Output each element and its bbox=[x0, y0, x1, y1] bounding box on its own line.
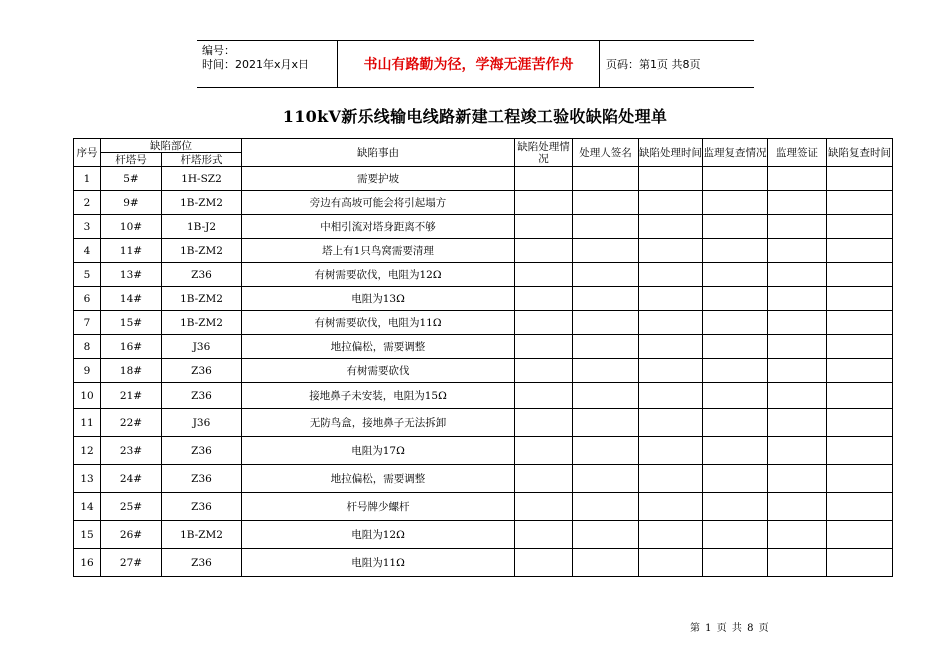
handler-sign-cell bbox=[573, 437, 639, 465]
handling-cell bbox=[515, 215, 573, 239]
review-time-cell bbox=[827, 409, 893, 437]
tower-type-cell: 1B-ZM2 bbox=[162, 239, 242, 263]
motto: 书山有路勤为径，学海无涯苦作舟 bbox=[337, 41, 600, 87]
tower-type-cell: 1B-J2 bbox=[162, 215, 242, 239]
header-handler-sign: 处理人签名 bbox=[573, 139, 639, 167]
tower-type-cell: Z36 bbox=[162, 263, 242, 287]
supervision-sign-cell bbox=[768, 263, 827, 287]
handler-sign-cell bbox=[573, 335, 639, 359]
review-time-cell bbox=[827, 191, 893, 215]
supervision-review-cell bbox=[703, 409, 768, 437]
reason-cell: 旁边有高坡可能会将引起塌方 bbox=[242, 191, 515, 215]
supervision-sign-cell bbox=[768, 383, 827, 409]
table-row bbox=[74, 409, 893, 437]
tower-no-cell: 13# bbox=[101, 263, 162, 287]
review-time-cell bbox=[827, 215, 893, 239]
table-row bbox=[74, 191, 893, 215]
supervision-sign-cell bbox=[768, 493, 827, 521]
supervision-sign-cell bbox=[768, 465, 827, 493]
tower-type-cell: 1H-SZ2 bbox=[162, 167, 242, 191]
tower-type-cell: 1B-ZM2 bbox=[162, 521, 242, 549]
table-row bbox=[74, 335, 893, 359]
table-row bbox=[74, 311, 893, 335]
review-time-cell bbox=[827, 335, 893, 359]
seq-cell: 16 bbox=[74, 549, 101, 577]
handler-sign-cell bbox=[573, 549, 639, 577]
handling-time-cell bbox=[639, 493, 703, 521]
handling-time-cell bbox=[639, 263, 703, 287]
supervision-sign-cell bbox=[768, 437, 827, 465]
handling-time-cell bbox=[639, 465, 703, 493]
tower-no-cell: 14# bbox=[101, 287, 162, 311]
header-supervision-review: 监理复查情况 bbox=[703, 139, 768, 167]
tower-no-cell: 25# bbox=[101, 493, 162, 521]
page-indicator: 页码：第1页 共8页 bbox=[606, 58, 701, 71]
supervision-sign-cell bbox=[768, 215, 827, 239]
defect-table bbox=[73, 138, 893, 577]
tower-type-cell: Z36 bbox=[162, 437, 242, 465]
reason-cell: 地拉偏松，需要调整 bbox=[242, 465, 515, 493]
supervision-review-cell bbox=[703, 335, 768, 359]
handling-cell bbox=[515, 239, 573, 263]
supervision-sign-cell bbox=[768, 311, 827, 335]
seq-cell: 6 bbox=[74, 287, 101, 311]
handling-cell bbox=[515, 521, 573, 549]
supervision-review-cell bbox=[703, 521, 768, 549]
document-title: 110kV新乐线输电线路新建工程竣工验收缺陷处理单 bbox=[282, 107, 668, 126]
reason-cell: 杆号牌少螺杆 bbox=[242, 493, 515, 521]
seq-cell: 5 bbox=[74, 263, 101, 287]
reason-cell: 有树需要砍伐，电阻为12Ω bbox=[242, 263, 515, 287]
handling-time-cell bbox=[639, 215, 703, 239]
tower-no-cell: 11# bbox=[101, 239, 162, 263]
supervision-review-cell bbox=[703, 287, 768, 311]
tower-no-cell: 10# bbox=[101, 215, 162, 239]
supervision-sign-cell bbox=[768, 359, 827, 383]
serial-label: 编号： bbox=[202, 44, 235, 57]
supervision-review-cell bbox=[703, 215, 768, 239]
reason-cell: 有树需要砍伐 bbox=[242, 359, 515, 383]
handling-time-cell bbox=[639, 437, 703, 465]
header-meta bbox=[197, 41, 337, 87]
supervision-review-cell bbox=[703, 263, 768, 287]
supervision-review-cell bbox=[703, 167, 768, 191]
handler-sign-cell bbox=[573, 287, 639, 311]
review-time-cell bbox=[827, 359, 893, 383]
reason-cell: 接地鼻子未安装，电阻为15Ω bbox=[242, 383, 515, 409]
handler-sign-cell bbox=[573, 191, 639, 215]
supervision-sign-cell bbox=[768, 191, 827, 215]
seq-cell: 10 bbox=[74, 383, 101, 409]
handling-cell bbox=[515, 549, 573, 577]
review-time-cell bbox=[827, 493, 893, 521]
tower-no-cell: 23# bbox=[101, 437, 162, 465]
page-footer: 第 1 页 共 8 页 bbox=[690, 623, 770, 634]
handling-time-cell bbox=[639, 191, 703, 215]
handling-cell bbox=[515, 493, 573, 521]
handler-sign-cell bbox=[573, 215, 639, 239]
supervision-review-cell bbox=[703, 465, 768, 493]
review-time-cell bbox=[827, 287, 893, 311]
reason-cell: 有树需要砍伐，电阻为11Ω bbox=[242, 311, 515, 335]
seq-cell: 3 bbox=[74, 215, 101, 239]
tower-type-cell: Z36 bbox=[162, 359, 242, 383]
tower-type-cell: Z36 bbox=[162, 465, 242, 493]
table-row bbox=[74, 437, 893, 465]
document-header bbox=[197, 40, 754, 88]
supervision-review-cell bbox=[703, 359, 768, 383]
handling-cell bbox=[515, 287, 573, 311]
handling-cell bbox=[515, 465, 573, 493]
review-time-cell bbox=[827, 465, 893, 493]
tower-type-cell: J36 bbox=[162, 335, 242, 359]
reason-cell: 无防鸟盒，接地鼻子无法拆卸 bbox=[242, 409, 515, 437]
seq-cell: 2 bbox=[74, 191, 101, 215]
supervision-review-cell bbox=[703, 549, 768, 577]
handler-sign-cell bbox=[573, 493, 639, 521]
handling-time-cell bbox=[639, 167, 703, 191]
tower-type-cell: J36 bbox=[162, 409, 242, 437]
tower-no-cell: 24# bbox=[101, 465, 162, 493]
supervision-review-cell bbox=[703, 239, 768, 263]
handler-sign-cell bbox=[573, 521, 639, 549]
seq-cell: 14 bbox=[74, 493, 101, 521]
supervision-sign-cell bbox=[768, 167, 827, 191]
tower-no-cell: 22# bbox=[101, 409, 162, 437]
header-reason: 缺陷事由 bbox=[242, 139, 515, 167]
reason-cell: 电阻为11Ω bbox=[242, 549, 515, 577]
reason-cell: 塔上有1只鸟窝需要清理 bbox=[242, 239, 515, 263]
time-text: 时间：2021年x月x日 bbox=[202, 58, 310, 71]
tower-no-cell: 27# bbox=[101, 549, 162, 577]
seq-cell: 12 bbox=[74, 437, 101, 465]
table-row bbox=[74, 383, 893, 409]
handling-time-cell bbox=[639, 239, 703, 263]
header-review-time: 缺陷复查时间 bbox=[827, 139, 893, 167]
header-tower-type: 杆塔形式 bbox=[162, 153, 242, 167]
tower-type-cell: Z36 bbox=[162, 383, 242, 409]
table-row bbox=[74, 359, 893, 383]
reason-cell: 电阻为12Ω bbox=[242, 521, 515, 549]
handling-cell bbox=[515, 311, 573, 335]
tower-no-cell: 16# bbox=[101, 335, 162, 359]
supervision-review-cell bbox=[703, 311, 768, 335]
handling-time-cell bbox=[639, 311, 703, 335]
supervision-sign-cell bbox=[768, 335, 827, 359]
handler-sign-cell bbox=[573, 383, 639, 409]
supervision-review-cell bbox=[703, 493, 768, 521]
reason-cell: 电阻为17Ω bbox=[242, 437, 515, 465]
review-time-cell bbox=[827, 437, 893, 465]
review-time-cell bbox=[827, 263, 893, 287]
supervision-sign-cell bbox=[768, 521, 827, 549]
handling-cell bbox=[515, 263, 573, 287]
table-row bbox=[74, 263, 893, 287]
handling-cell bbox=[515, 167, 573, 191]
tower-no-cell: 26# bbox=[101, 521, 162, 549]
tower-no-cell: 5# bbox=[101, 167, 162, 191]
reason-cell: 中相引流对塔身距离不够 bbox=[242, 215, 515, 239]
tower-no-cell: 21# bbox=[101, 383, 162, 409]
tower-type-cell: Z36 bbox=[162, 493, 242, 521]
handler-sign-cell bbox=[573, 409, 639, 437]
supervision-sign-cell bbox=[768, 287, 827, 311]
tower-type-cell: 1B-ZM2 bbox=[162, 311, 242, 335]
tower-no-cell: 9# bbox=[101, 191, 162, 215]
handling-time-cell bbox=[639, 521, 703, 549]
supervision-sign-cell bbox=[768, 239, 827, 263]
handling-time-cell bbox=[639, 549, 703, 577]
seq-cell: 11 bbox=[74, 409, 101, 437]
review-time-cell bbox=[827, 549, 893, 577]
handling-time-cell bbox=[639, 409, 703, 437]
table-row bbox=[74, 215, 893, 239]
supervision-review-cell bbox=[703, 437, 768, 465]
header-handling: 缺陷处理情况 bbox=[515, 139, 573, 167]
review-time-cell bbox=[827, 521, 893, 549]
handling-cell bbox=[515, 437, 573, 465]
seq-cell: 9 bbox=[74, 359, 101, 383]
seq-cell: 15 bbox=[74, 521, 101, 549]
table-row bbox=[74, 549, 893, 577]
table-row bbox=[74, 167, 893, 191]
header-location: 缺陷部位 bbox=[101, 139, 242, 153]
handling-time-cell bbox=[639, 335, 703, 359]
supervision-sign-cell bbox=[768, 409, 827, 437]
review-time-cell bbox=[827, 383, 893, 409]
supervision-review-cell bbox=[703, 191, 768, 215]
handling-time-cell bbox=[639, 287, 703, 311]
handler-sign-cell bbox=[573, 311, 639, 335]
reason-cell: 地拉偏松，需要调整 bbox=[242, 335, 515, 359]
review-time-cell bbox=[827, 167, 893, 191]
seq-cell: 4 bbox=[74, 239, 101, 263]
review-time-cell bbox=[827, 311, 893, 335]
header-handling-time: 缺陷处理时间 bbox=[639, 139, 703, 167]
reason-cell: 需要护坡 bbox=[242, 167, 515, 191]
handler-sign-cell bbox=[573, 263, 639, 287]
handling-cell bbox=[515, 191, 573, 215]
table-row bbox=[74, 465, 893, 493]
tower-no-cell: 15# bbox=[101, 311, 162, 335]
review-time-cell bbox=[827, 239, 893, 263]
handling-cell bbox=[515, 383, 573, 409]
seq-cell: 1 bbox=[74, 167, 101, 191]
handling-time-cell bbox=[639, 359, 703, 383]
header-tower-no: 杆塔号 bbox=[101, 153, 162, 167]
reason-cell: 电阻为13Ω bbox=[242, 287, 515, 311]
tower-no-cell: 18# bbox=[101, 359, 162, 383]
handler-sign-cell bbox=[573, 239, 639, 263]
header-seq: 序号 bbox=[74, 139, 101, 167]
supervision-sign-cell bbox=[768, 549, 827, 577]
handling-cell bbox=[515, 409, 573, 437]
tower-type-cell: 1B-ZM2 bbox=[162, 191, 242, 215]
table-row bbox=[74, 239, 893, 263]
handling-cell bbox=[515, 335, 573, 359]
table-row bbox=[74, 493, 893, 521]
seq-cell: 8 bbox=[74, 335, 101, 359]
handler-sign-cell bbox=[573, 465, 639, 493]
handling-cell bbox=[515, 359, 573, 383]
handler-sign-cell bbox=[573, 359, 639, 383]
handling-time-cell bbox=[639, 383, 703, 409]
table-row bbox=[74, 287, 893, 311]
supervision-review-cell bbox=[703, 383, 768, 409]
header-supervision-sign: 监理签证 bbox=[768, 139, 827, 167]
tower-type-cell: 1B-ZM2 bbox=[162, 287, 242, 311]
handler-sign-cell bbox=[573, 167, 639, 191]
seq-cell: 7 bbox=[74, 311, 101, 335]
tower-type-cell: Z36 bbox=[162, 549, 242, 577]
seq-cell: 13 bbox=[74, 465, 101, 493]
table-row bbox=[74, 521, 893, 549]
